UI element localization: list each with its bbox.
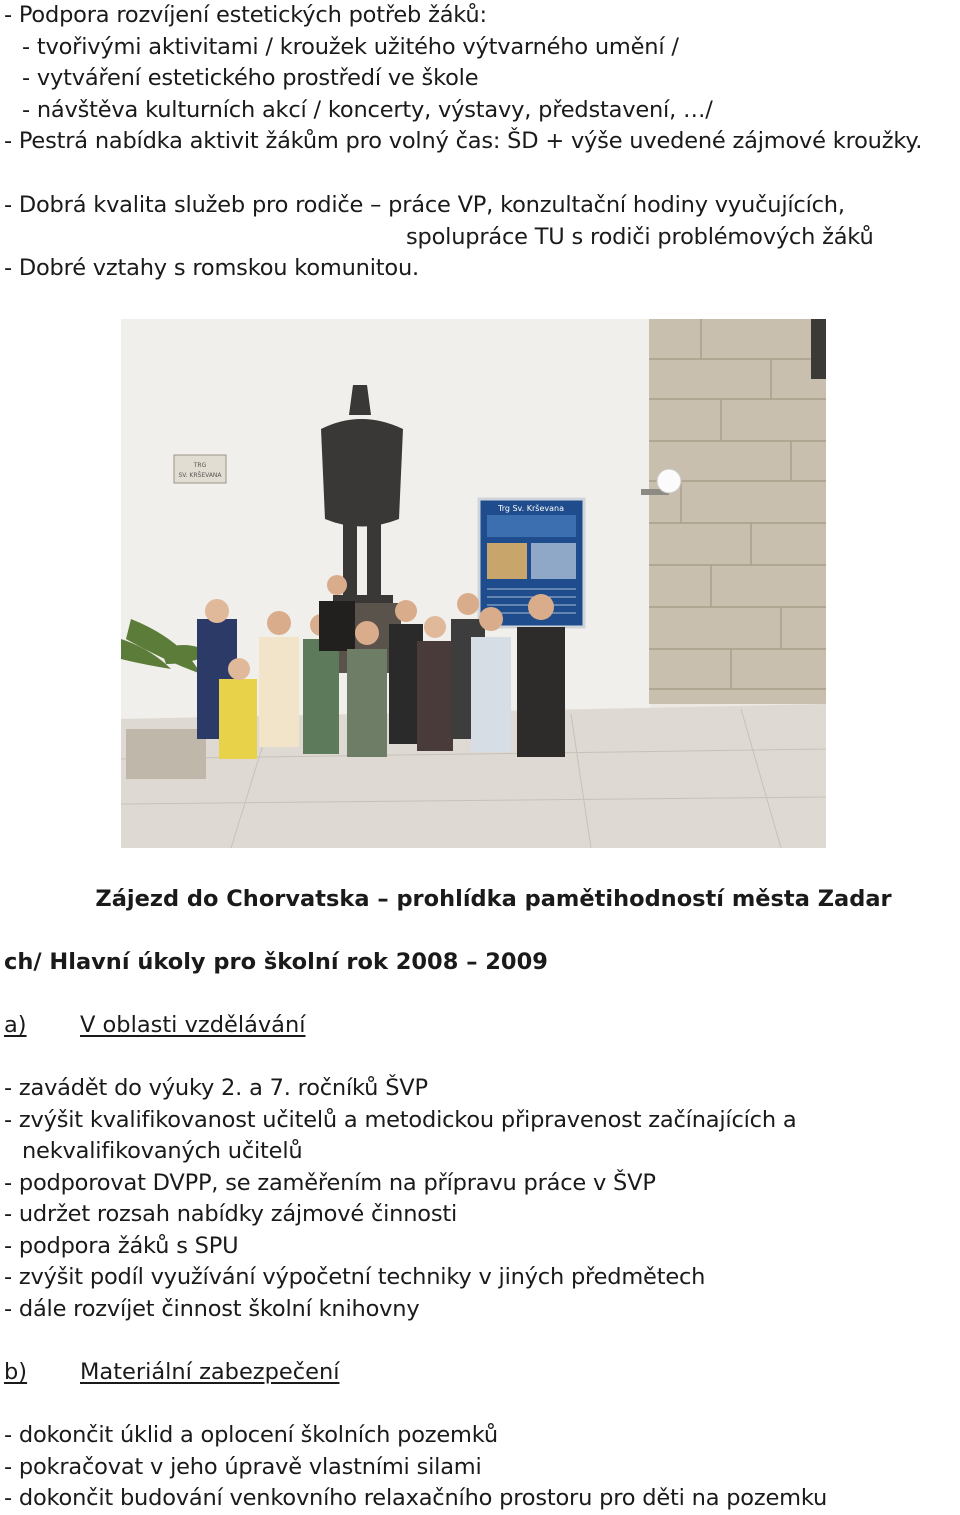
text-line: - vytváření estetického prostředí ve škole	[22, 65, 479, 91]
text-line: - Podpora rozvíjení estetických potřeb žáků:	[4, 2, 487, 28]
list-item: - udržet rozsah nabídky zájmové činnosti	[4, 1201, 458, 1227]
subsection-title: V oblasti vzdělávání	[80, 1012, 306, 1038]
text-line: - Dobré vztahy s romskou komunitou.	[4, 255, 419, 281]
text-line: - Pestrá nabídka aktivit žákům pro volný čas: ŠD + výše uvedené zájmové kroužky.	[4, 128, 923, 154]
subsection-title: Materiální zabezpečení	[80, 1359, 340, 1385]
svg-text:Trg Sv. Krševana: Trg Sv. Krševana	[498, 504, 564, 513]
list-item: - zvýšit kvalifikovanost učitelů a metodickou připravenost začínajících a	[4, 1107, 797, 1133]
section-title: ch/ Hlavní úkoly pro školní rok 2008 – 2009	[4, 949, 548, 975]
list-item: - zavádět do výuky 2. a 7. ročníků ŠVP	[4, 1075, 428, 1101]
subsection-b-heading	[4, 1357, 339, 1387]
list-item: - zvýšit podíl využívání výpočetní techniky v jiných předmětech	[4, 1264, 706, 1290]
list-item: - dokončit úklid a oplocení školních pozemků	[4, 1422, 498, 1448]
subsection-letter: a)	[4, 1012, 27, 1038]
list-item: - podpora žáků s SPU	[4, 1233, 239, 1259]
list-item: - dokončit budování venkovního relaxačního prostoru pro děti na pozemku	[4, 1485, 828, 1511]
text-line: - Dobrá kvalita služeb pro rodiče – práce VP, konzultační hodiny vyučujících,	[4, 192, 845, 218]
list-item: - pokračovat v jeho úpravě vlastními silami	[4, 1454, 482, 1480]
subsection-letter: b)	[4, 1359, 28, 1385]
svg-text:SV. KRŠEVANA: SV. KRŠEVANA	[178, 472, 222, 479]
text-line: spolupráce TU s rodiči problémových žáků	[406, 224, 874, 250]
list-item: - podporovat DVPP, se zaměřením na přípravu práce v ŠVP	[4, 1170, 656, 1196]
photo-caption: Zájezd do Chorvatska – prohlídka pamětihodností města Zadar	[95, 886, 892, 912]
plaque-text: TRG	[193, 462, 207, 469]
group-photo	[121, 319, 826, 848]
list-item: nekvalifikovaných učitelů	[22, 1138, 303, 1164]
text-line: - návštěva kulturních akcí / koncerty, výstavy, představení, …/	[22, 97, 713, 123]
text-line: - tvořivými aktivitami / kroužek užitého výtvarného umění /	[22, 34, 679, 60]
subsection-a-heading	[4, 1010, 305, 1040]
list-item: - dále rozvíjet činnost školní knihovny	[4, 1296, 420, 1322]
